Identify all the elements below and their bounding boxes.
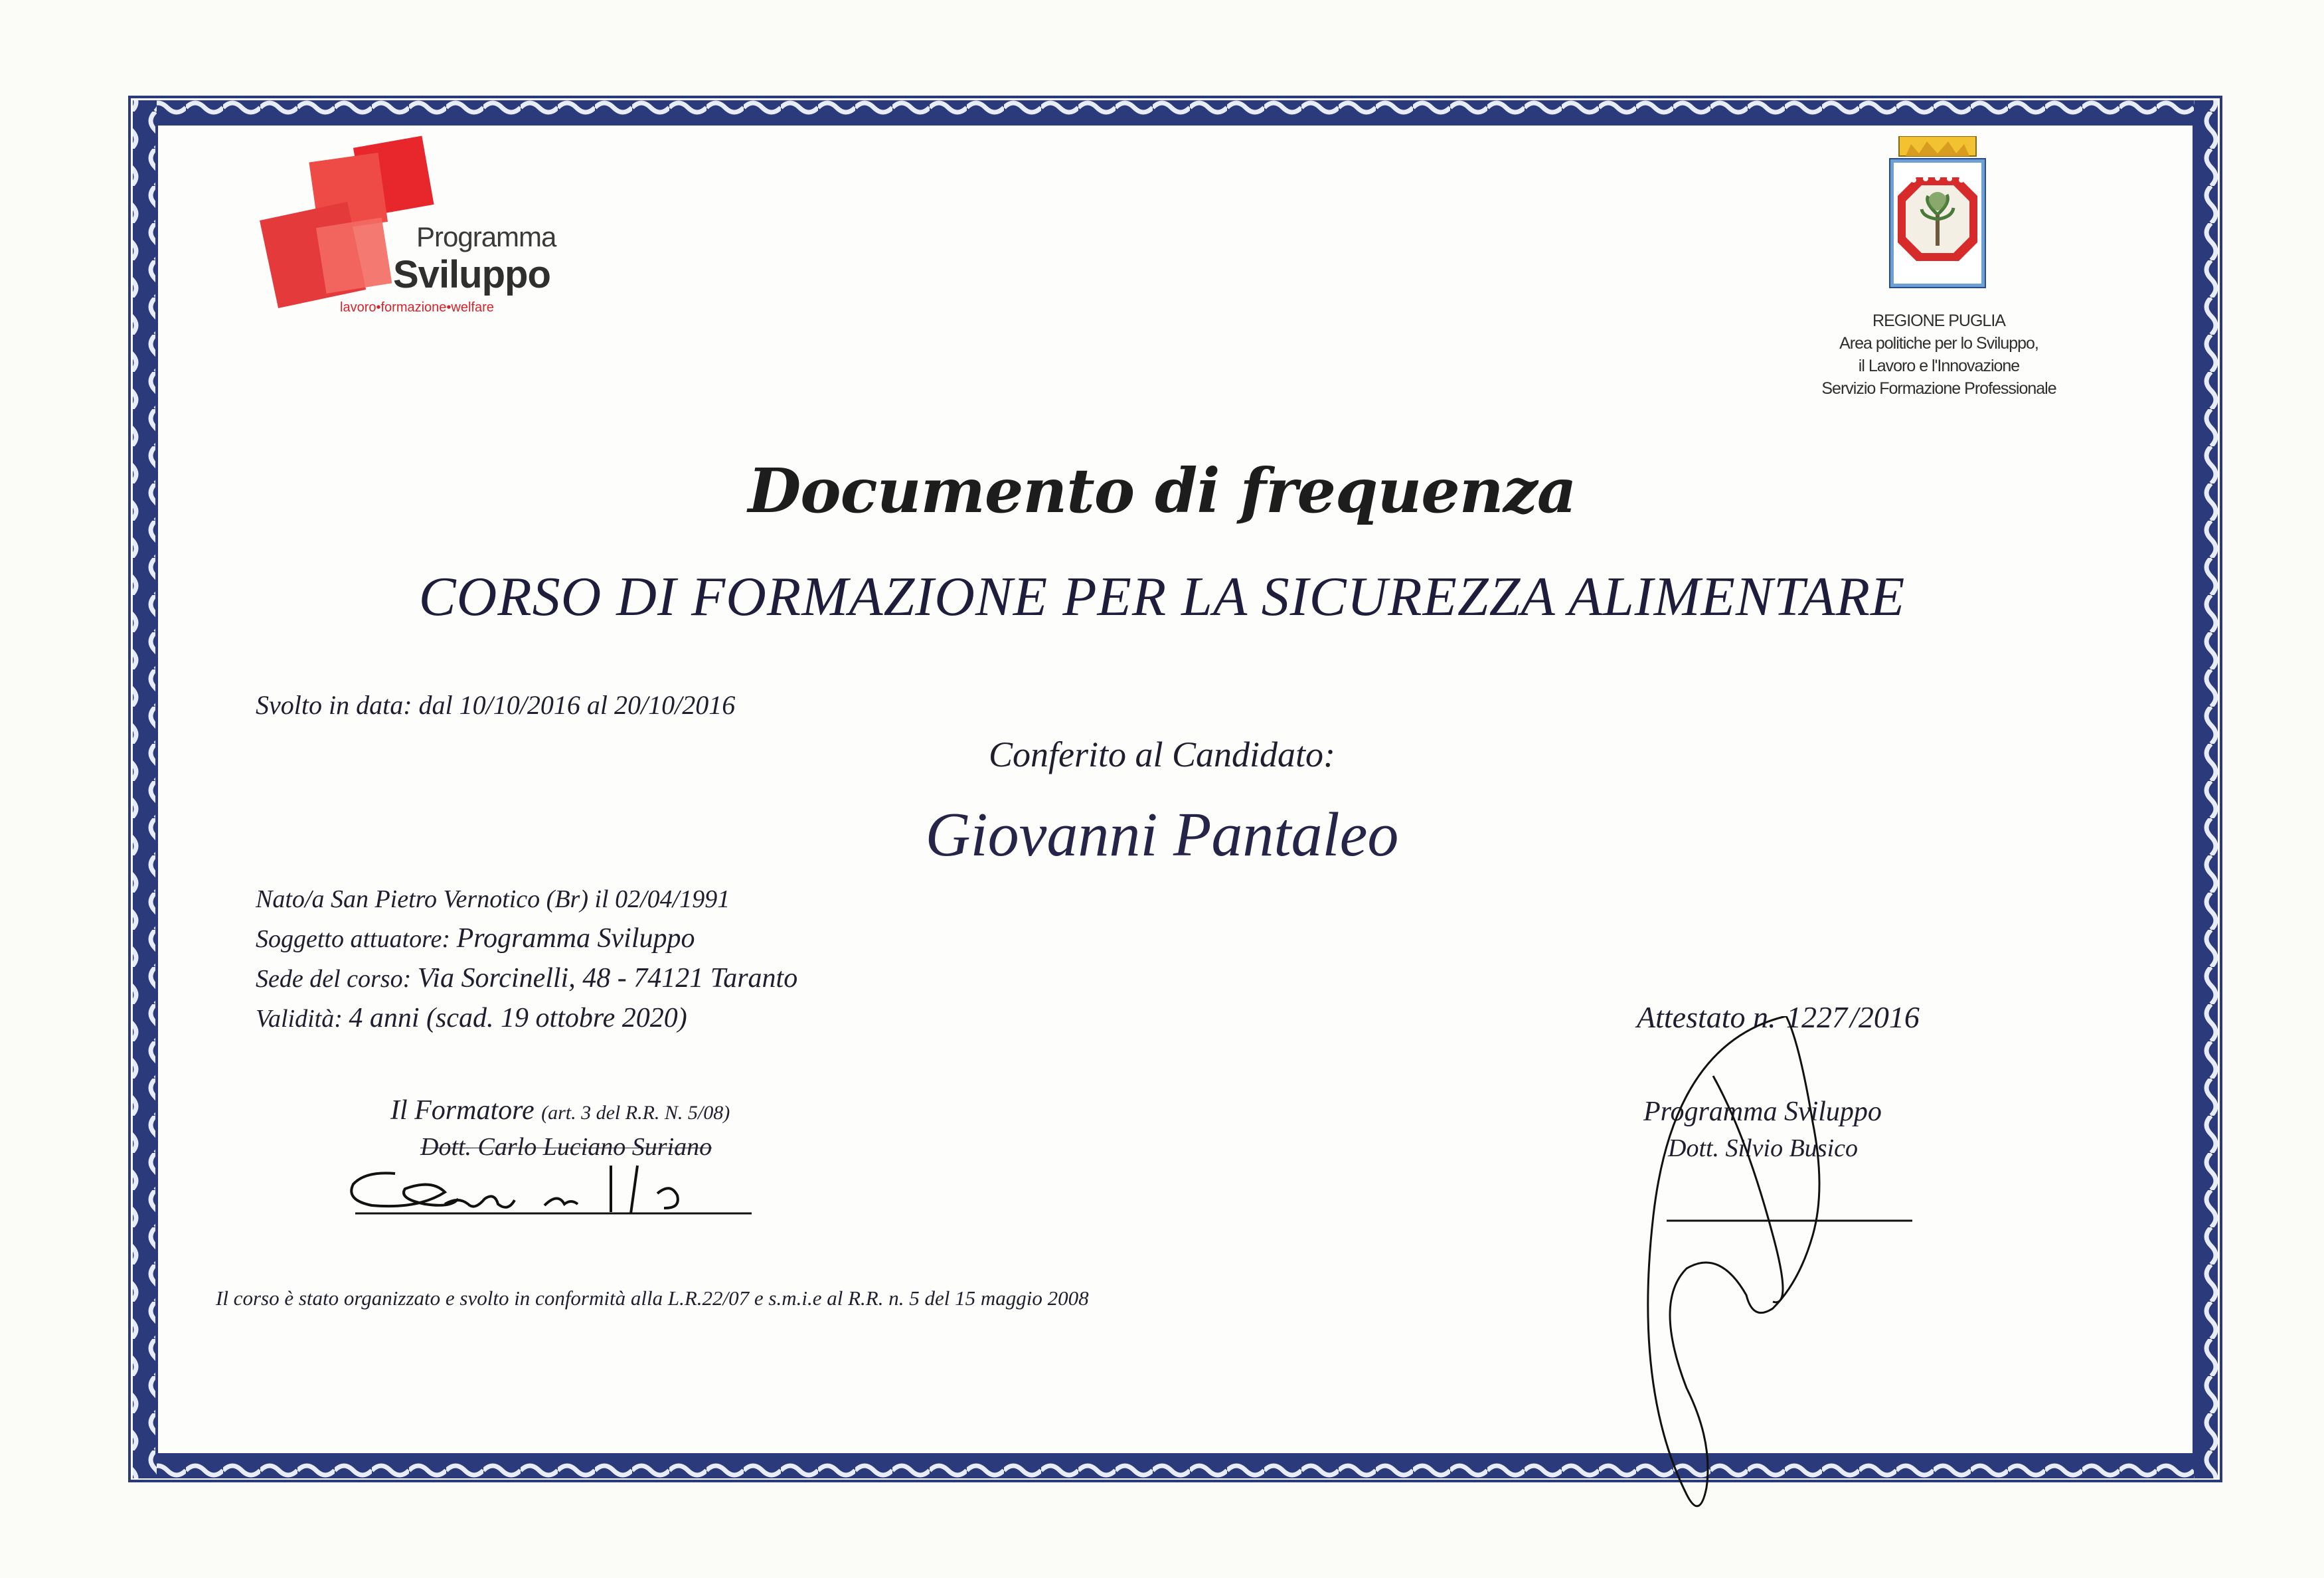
candidate-details	[256, 880, 797, 1039]
course-dates-value: dal 10/10/2016 al 20/10/2016	[418, 690, 736, 720]
detail-provider	[256, 919, 797, 959]
detail-birth	[256, 880, 797, 919]
organization-label: Programma Sviluppo	[1643, 1096, 1882, 1127]
certificate-number-year: /2016	[1850, 1000, 1920, 1034]
legal-footnote: Il corso è stato organizzato e svolto in conformità alla L.R.22/07 e s.m.i.e al R.R. n. 5 del 15 maggio 2008	[216, 1286, 1089, 1310]
detail-value: San Pietro Vernotico (Br) il 02/04/1991	[330, 885, 730, 913]
logo-tagline: lavoro•formazione•welfare	[340, 300, 494, 315]
detail-value: Via Sorcinelli, 48 - 74121 Taranto	[417, 963, 798, 994]
course-dates	[256, 689, 735, 721]
document-title: Documento di frequenza	[748, 455, 1576, 527]
region-line: Area politiche per lo Sviluppo,	[1839, 334, 2038, 353]
detail-label: Nato/a	[256, 885, 325, 913]
course-dates-label: Svolto in data:	[256, 690, 412, 720]
region-line: il Lavoro e l'Innovazione	[1858, 357, 2020, 375]
region-block	[1753, 309, 2125, 400]
detail-validity	[256, 999, 797, 1039]
detail-value: Programma Sviluppo	[456, 923, 695, 954]
logo-text-programma: Programma	[416, 221, 556, 252]
trainer-label	[390, 1095, 730, 1126]
trainer-signature	[345, 1152, 757, 1232]
region-line: REGIONE PUGLIA	[1872, 311, 2005, 330]
detail-label: Validità:	[256, 1005, 343, 1033]
certificate-number-handwritten: 1227	[1786, 1000, 1848, 1034]
region-line: Servizio Formazione Professionale	[1821, 379, 2056, 398]
detail-value: 4 anni (scad. 19 ottobre 2020)	[349, 1003, 687, 1033]
logo-text-sviluppo: Sviluppo	[393, 253, 550, 296]
detail-venue	[256, 959, 797, 999]
trainer-title: Il Formatore	[390, 1095, 535, 1126]
coat-of-arms-icon	[1884, 136, 1991, 289]
conferred-label: Conferito al Candidato:	[988, 735, 1336, 774]
certificate-number-label: Attestato n.	[1637, 1000, 1776, 1034]
course-title: CORSO DI FORMAZIONE PER LA SICUREZZA ALIMENTARE	[418, 566, 1906, 628]
candidate-name: Giovanni Pantaleo	[925, 800, 1399, 869]
detail-label: Soggetto attuatore:	[256, 925, 451, 953]
organization-signature	[1614, 1016, 1919, 1521]
detail-label: Sede del corso:	[256, 965, 412, 993]
organization-signatory-name: Dott. Silvio Busico	[1668, 1134, 1859, 1162]
trainer-name: Dott. Carlo Luciano Suriano	[420, 1133, 712, 1161]
trainer-reference: (art. 3 del R.R. N. 5/08)	[541, 1102, 730, 1124]
